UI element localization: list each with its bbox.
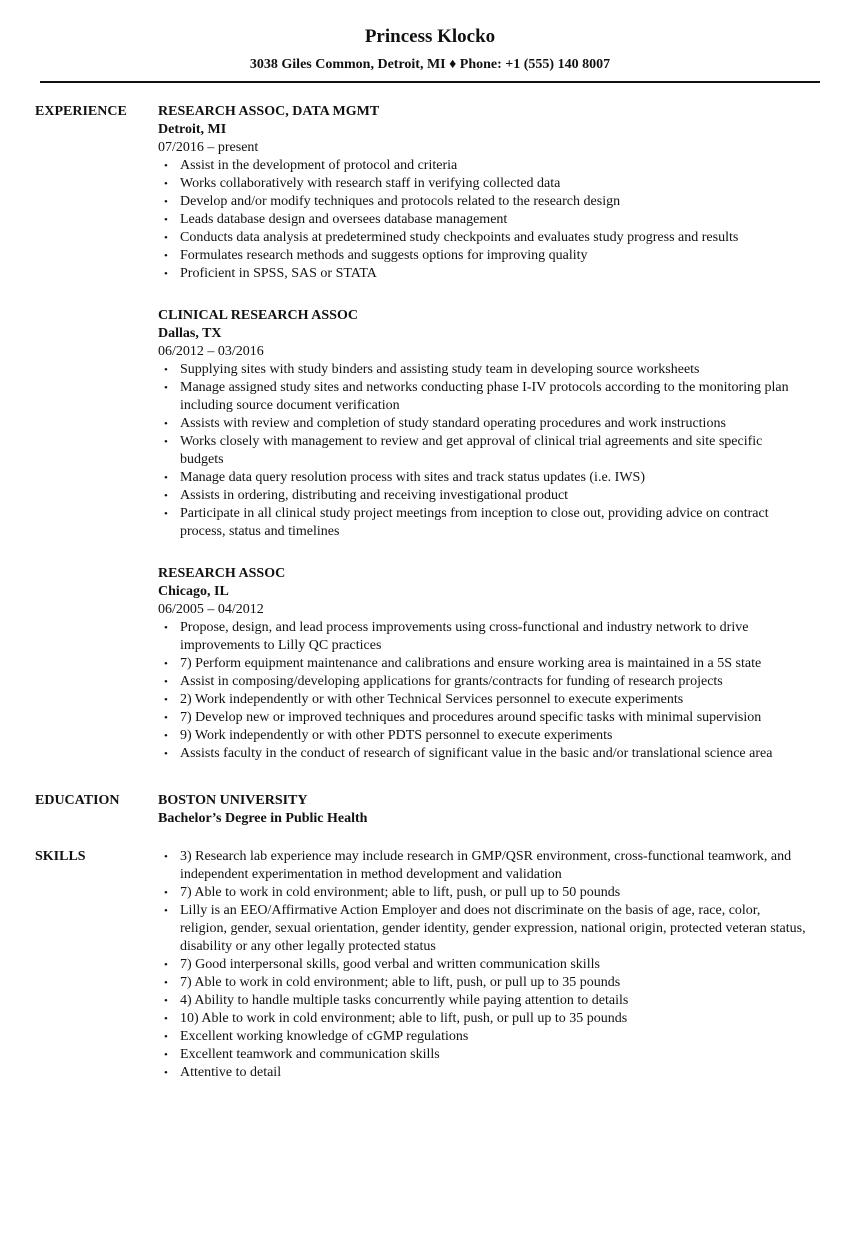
duty-text: Formulates research methods and suggests options for improving quality [180,248,588,263]
bullet-icon: • [164,1067,168,1079]
bullet-icon: • [164,490,168,502]
list-item [158,361,808,379]
job-location: Detroit, MI [158,122,227,137]
bullet-icon: • [164,905,168,917]
skill-text: 3) Research lab experience may include research in GMP/QSR environment, cross-functional teamwork, and independent experimentation in method development and validation [180,849,792,882]
list-item [158,619,808,655]
bullet-icon: • [164,712,168,724]
bullet-icon: • [164,472,168,484]
list-item [158,229,808,247]
job-dates: 06/2005 – 04/2012 [158,602,264,617]
education-section [35,792,860,828]
job-dates: 06/2012 – 03/2016 [158,344,264,359]
duty-text: Participate in all clinical study project meetings from inception to close out, providing advice on contract process, status and timelines [180,506,769,539]
list-item [158,902,808,956]
job-entry [158,565,808,763]
section-label-skills: SKILLS [35,849,86,864]
job-title: RESEARCH ASSOC, DATA MGMT [158,104,380,119]
list-item [158,691,808,709]
bullet-icon: • [164,508,168,520]
experience-section [35,103,860,763]
list-item [158,974,808,992]
list-item [158,1010,808,1028]
bullet-icon: • [164,160,168,172]
skills-body [158,848,808,1082]
bullet-icon: • [164,658,168,670]
duty-text: Assists with review and completion of study standard operating procedures and work instructions [180,416,726,431]
job-dates: 07/2016 – present [158,140,259,155]
list-item [158,673,808,691]
bullet-icon: • [164,1031,168,1043]
duty-text: 7) Perform equipment maintenance and calibrations and ensure working area is maintained in a 5S state [180,656,762,671]
section-label-education: EDUCATION [35,793,120,808]
skill-text: 10) Able to work in cold environment; able to lift, push, or pull up to 35 pounds [180,1011,628,1026]
section-label-experience: EXPERIENCE [35,104,127,119]
duty-text: Assist in composing/developing applications for grants/contracts for funding of research projects [180,674,723,689]
duty-text: Supplying sites with study binders and assisting study team in developing source worksheets [180,362,700,377]
job-duties [158,361,808,541]
skill-text: Excellent working knowledge of cGMP regulations [180,1029,469,1044]
skill-text: 4) Ability to handle multiple tasks concurrently while paying attention to details [180,993,629,1008]
duty-text: Proficient in SPSS, SAS or STATA [180,266,377,281]
skill-text: 7) Good interpersonal skills, good verbal and written communication skills [180,957,600,972]
skill-text: 7) Able to work in cold environment; able to lift, push, or pull up to 50 pounds [180,885,621,900]
duty-text: Conducts data analysis at predetermined study checkpoints and evaluates study progress and results [180,230,739,245]
list-item [158,709,808,727]
list-item [158,379,808,415]
skill-text: Attentive to detail [180,1065,282,1080]
list-item [158,1064,808,1082]
list-item [158,1028,808,1046]
duty-text: Works collaboratively with research staff in verifying collected data [180,176,561,191]
bullet-icon: • [164,887,168,899]
list-item [158,211,808,229]
bullet-icon: • [164,730,168,742]
skills-section [35,848,860,1082]
skill-text: 7) Able to work in cold environment; able to lift, push, or pull up to 35 pounds [180,975,621,990]
skill-text: Excellent teamwork and communication skills [180,1047,440,1062]
duty-text: 2) Work independently or with other Technical Services personnel to execute experiments [180,692,684,707]
job-duties [158,619,808,763]
contact-line: 3038 Giles Common, Detroit, MI ♦ Phone: +1 (555) 140 8007 [249,57,611,72]
skill-text: Lilly is an EEO/Affirmative Action Employer and does not discriminate on the basis of age, race, color, religion, gender, sexual orientation, gender identity, gender expression, national origin, protected veteran status, disability or any other legally protected status [180,903,806,954]
header-divider [40,81,820,83]
bullet-icon: • [164,196,168,208]
school-name: BOSTON UNIVERSITY [158,793,308,808]
list-item [158,433,808,469]
experience-list [158,103,808,763]
list-item [158,727,808,745]
list-item [158,992,808,1010]
job-location: Dallas, TX [158,326,222,341]
duty-text: Develop and/or modify techniques and protocols related to the research design [180,194,621,209]
list-item [158,175,808,193]
duty-text: Assist in the development of protocol and criteria [180,158,458,173]
bullet-icon: • [164,1049,168,1061]
list-item [158,505,808,541]
bullet-icon: • [164,995,168,1007]
bullet-icon: • [164,418,168,430]
bullet-icon: • [164,364,168,376]
bullet-icon: • [164,748,168,760]
duty-text: 7) Develop new or improved techniques and procedures around specific tasks with minimal supervision [180,710,762,725]
bullet-icon: • [164,214,168,226]
list-item [158,487,808,505]
skills-list [158,848,808,1082]
job-entry [158,307,808,541]
bullet-icon: • [164,851,168,863]
job-location: Chicago, IL [158,584,229,599]
list-item [158,247,808,265]
duty-text: 9) Work independently or with other PDTS personnel to execute experiments [180,728,613,743]
job-title: CLINICAL RESEARCH ASSOC [158,308,358,323]
bullet-icon: • [164,232,168,244]
list-item [158,848,808,884]
education-body [158,792,808,828]
job-entry [158,103,808,283]
list-item [158,884,808,902]
list-item [158,157,808,175]
duty-text: Manage data query resolution process with sites and track status updates (i.e. IWS) [180,470,645,485]
duty-text: Propose, design, and lead process improvements using cross-functional and industry network to drive improvements to Lilly QC practices [180,620,749,653]
bullet-icon: • [164,178,168,190]
bullet-icon: • [164,622,168,634]
duty-text: Assists in ordering, distributing and receiving investigational product [180,488,569,503]
job-title: RESEARCH ASSOC [158,566,286,581]
bullet-icon: • [164,268,168,280]
candidate-name: Princess Klocko [364,26,496,47]
bullet-icon: • [164,382,168,394]
list-item [158,193,808,211]
list-item [158,469,808,487]
duty-text: Leads database design and oversees database management [180,212,508,227]
list-item [158,745,808,763]
list-item [158,956,808,974]
resume-header [0,0,860,83]
bullet-icon: • [164,676,168,688]
job-duties [158,157,808,283]
list-item [158,1046,808,1064]
duty-text: Works closely with management to review and get approval of clinical trial agreements and site specific budgets [180,434,763,467]
list-item [158,415,808,433]
bullet-icon: • [164,1013,168,1025]
degree-name: Bachelor’s Degree in Public Health [158,811,368,826]
duty-text: Manage assigned study sites and networks conducting phase I-IV protocols according to the monitoring plan including source document verification [180,380,789,413]
list-item [158,655,808,673]
bullet-icon: • [164,694,168,706]
duty-text: Assists faculty in the conduct of research of significant value in the basic and/or translational science area [180,746,773,761]
bullet-icon: • [164,977,168,989]
bullet-icon: • [164,250,168,262]
bullet-icon: • [164,436,168,448]
list-item [158,265,808,283]
bullet-icon: • [164,959,168,971]
